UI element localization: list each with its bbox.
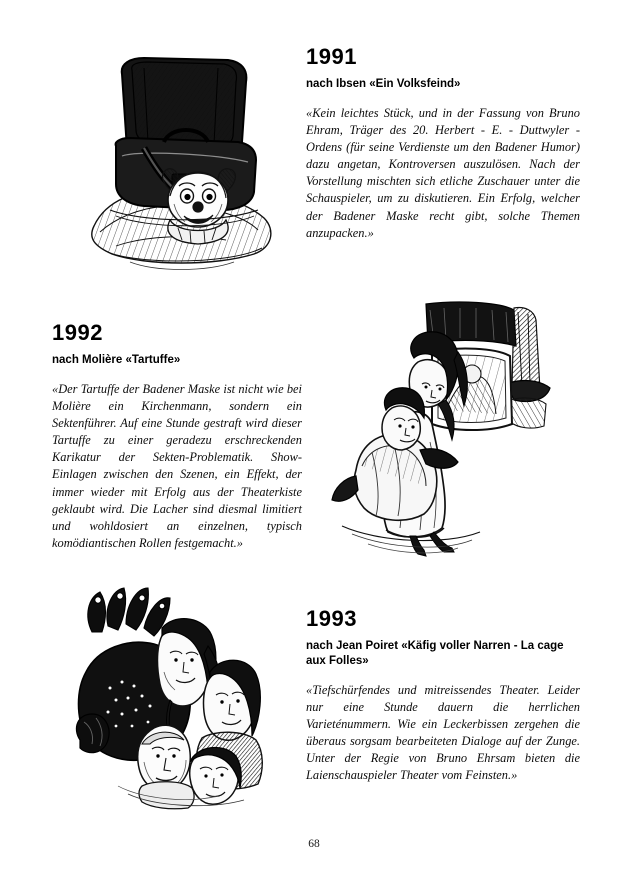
- illustration-1993-group-of-faces: [58, 580, 298, 810]
- entry-1992: [52, 320, 302, 552]
- entry-1991: [306, 44, 580, 242]
- entry-1993-subtitle: nach Jean Poiret «Käfig voller Narren - La cage aux Folles»: [306, 640, 564, 667]
- entry-1993: [306, 606, 580, 785]
- entry-1992-year: 1992: [52, 320, 103, 345]
- entry-1992-subtitle: nach Molière «Tartuffe»: [52, 354, 181, 366]
- page-number: 68: [308, 838, 320, 850]
- illustration-1991-clown-in-suitcase: [86, 50, 282, 285]
- entry-1991-year: 1991: [306, 44, 357, 69]
- entry-1991-quote: «Kein leichtes Stück, und in der Fassung von Bruno Ehram, Träger des 20. Herbert - E. - Duttwyler - Ordens (für seine Verdienste um den Badener Humor) dazu angetan, Kontroversen auszulösen. Nach der Vorstellung mischten sich etliche Zuschauer unter die Schauspieler, um zu diskutieren. Ein Erfolg, welcher der Badener Maske recht gibt, solche Themen anzupacken.»: [306, 106, 580, 240]
- entry-1993-quote: «Tiefschürfendes und mitreissendes Theater. Leider nur eine Stunde dauern die herrlichen Varieténummern. Wie ein Leckerbissen zergehen die überaus sorgsam bearbeiteten Dialoge auf der Zunge. Unter der Regie von Bruno Ehrsam bieten die Laienschauspieler Theater vom Feinsten.»: [306, 683, 580, 783]
- illustration-1992-two-actors-embrace: [318, 300, 568, 565]
- entry-1992-quote: «Der Tartuffe der Badener Maske ist nicht wie bei Molière ein Kirchenmann, sondern ein Sektenführer. Auf eine Stunde gestraft wird dieser Tartuffe zu einer geradezu erschreckenden Karikatur der Sekten-Problematik. Show-Einlagen zwischen den Szenen, ein Effekt, der immer wieder mit Erfolg aus der Theaterkiste geklaubt wird. Die Lacher sind diesmal limitiert und wohldosiert an einzelnen, typisch komödiantischen Rollen festgemacht.»: [52, 382, 302, 550]
- entry-1993-year: 1993: [306, 606, 357, 631]
- entry-1991-subtitle: nach Ibsen «Ein Volksfeind»: [306, 78, 461, 90]
